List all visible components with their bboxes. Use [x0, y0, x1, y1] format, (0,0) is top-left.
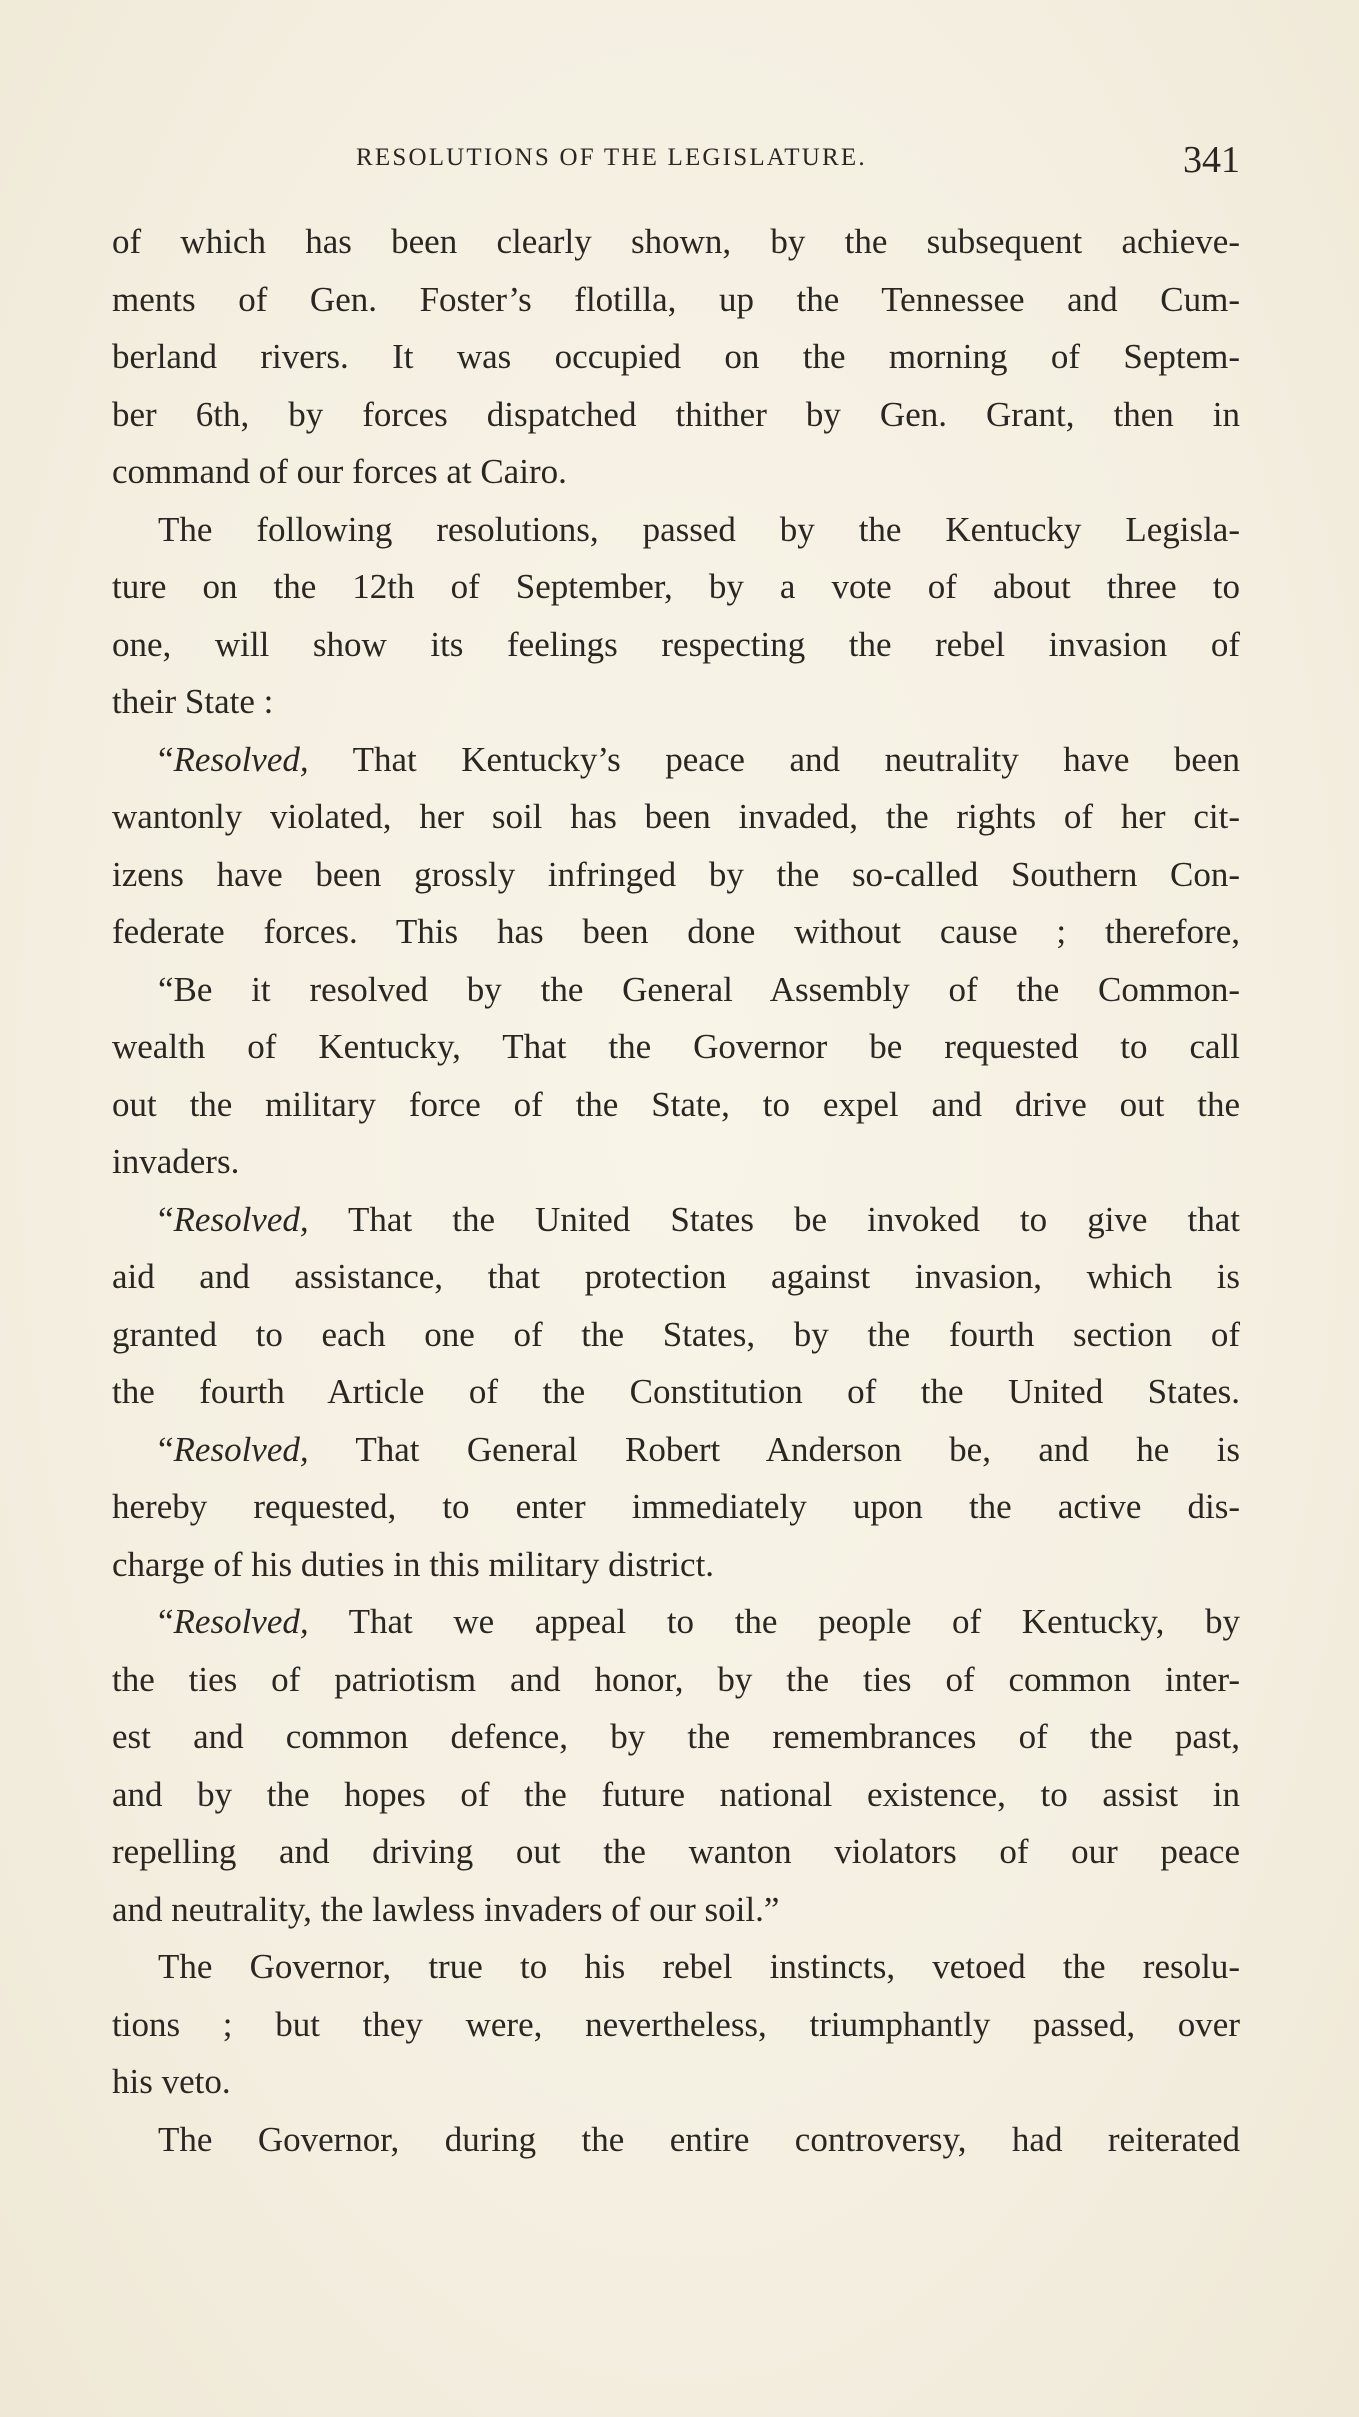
text-line: command of our forces at Cairo. [112, 452, 567, 491]
text-line: their State : [112, 682, 274, 721]
running-head [112, 138, 1240, 188]
paragraph-first-line: The following resolutions, passed by the Kentucky Legisla- [158, 509, 1240, 549]
text-line: izens have been grossly infringed by the so-called Southern Con- [112, 854, 1240, 894]
resolution-line: “Resolved, That General Robert Anderson be, and he is [158, 1429, 1240, 1469]
paragraph-first-line: The Governor, during the entire controversy, had reiterated [158, 2119, 1240, 2159]
running-title: RESOLUTIONS OF THE LEGISLATURE. [356, 144, 867, 171]
text-line: aid and assistance, that protection against invasion, which is [112, 1257, 1240, 1296]
text-line: ments of Gen. Foster’s flotilla, up the Tennessee and Cum- [112, 279, 1240, 319]
text-line: est and common defence, by the remembrances of the past, [112, 1717, 1240, 1756]
text-line: out the military force of the State, to expel and drive out the [112, 1084, 1240, 1124]
page-number: 341 [1183, 139, 1240, 181]
text-line: invaders. [112, 1142, 240, 1181]
resolved-italic: Resolved, [173, 1199, 309, 1239]
resolution-line: “Resolved, That we appeal to the people of Kentucky, by [158, 1602, 1240, 1641]
text-line: ber 6th, by forces dispatched thither by Gen. Grant, then in [112, 394, 1240, 434]
body-text [112, 213, 1240, 2168]
resolved-italic: Resolved, [173, 739, 309, 779]
text-line: one, will show its feelings respecting the rebel invasion of [112, 624, 1240, 664]
text-line: tions ; but they were, nevertheless, triumphantly passed, over [112, 2004, 1240, 2044]
text-line: wantonly violated, her soil has been invaded, the rights of her cit- [112, 797, 1240, 836]
resolution-line: “Resolved, That the United States be invoked to give that [158, 1199, 1240, 1239]
text-line: charge of his duties in this military district. [112, 1544, 715, 1584]
text-line: repelling and driving out the wanton violators of our peace [112, 1832, 1240, 1871]
text-line: the fourth Article of the Constitution of the United States. [112, 1372, 1240, 1411]
resolved-italic: Resolved, [173, 1429, 309, 1469]
text-line: wealth of Kentucky, That the Governor be requested to call [112, 1027, 1240, 1066]
text-line: the ties of patriotism and honor, by the ties of common inter- [112, 1659, 1240, 1699]
text-line: of which has been clearly shown, by the subsequent achieve- [112, 222, 1240, 261]
text-line: hereby requested, to enter immediately upon the active dis- [112, 1487, 1240, 1526]
resolved-italic: Resolved, [173, 1602, 309, 1641]
text-line: federate forces. This has been done without cause ; therefore, [112, 912, 1240, 951]
text-line: his veto. [112, 2062, 231, 2101]
paragraph-first-line: The Governor, true to his rebel instincts, vetoed the resolu- [158, 1947, 1240, 1986]
text-line: and neutrality, the lawless invaders of our soil.” [112, 1889, 780, 1929]
resolution-line: “Resolved, That Kentucky’s peace and neutrality have been [158, 739, 1240, 779]
text-line: granted to each one of the States, by the fourth section of [112, 1314, 1240, 1354]
text-line: ture on the 12th of September, by a vote of about three to [112, 567, 1240, 606]
resolution-line: “Be it resolved by the General Assembly of the Common- [158, 969, 1240, 1009]
text-line: and by the hopes of the future national existence, to assist in [112, 1774, 1240, 1814]
text-line: berland rivers. It was occupied on the morning of Septem- [112, 337, 1240, 376]
